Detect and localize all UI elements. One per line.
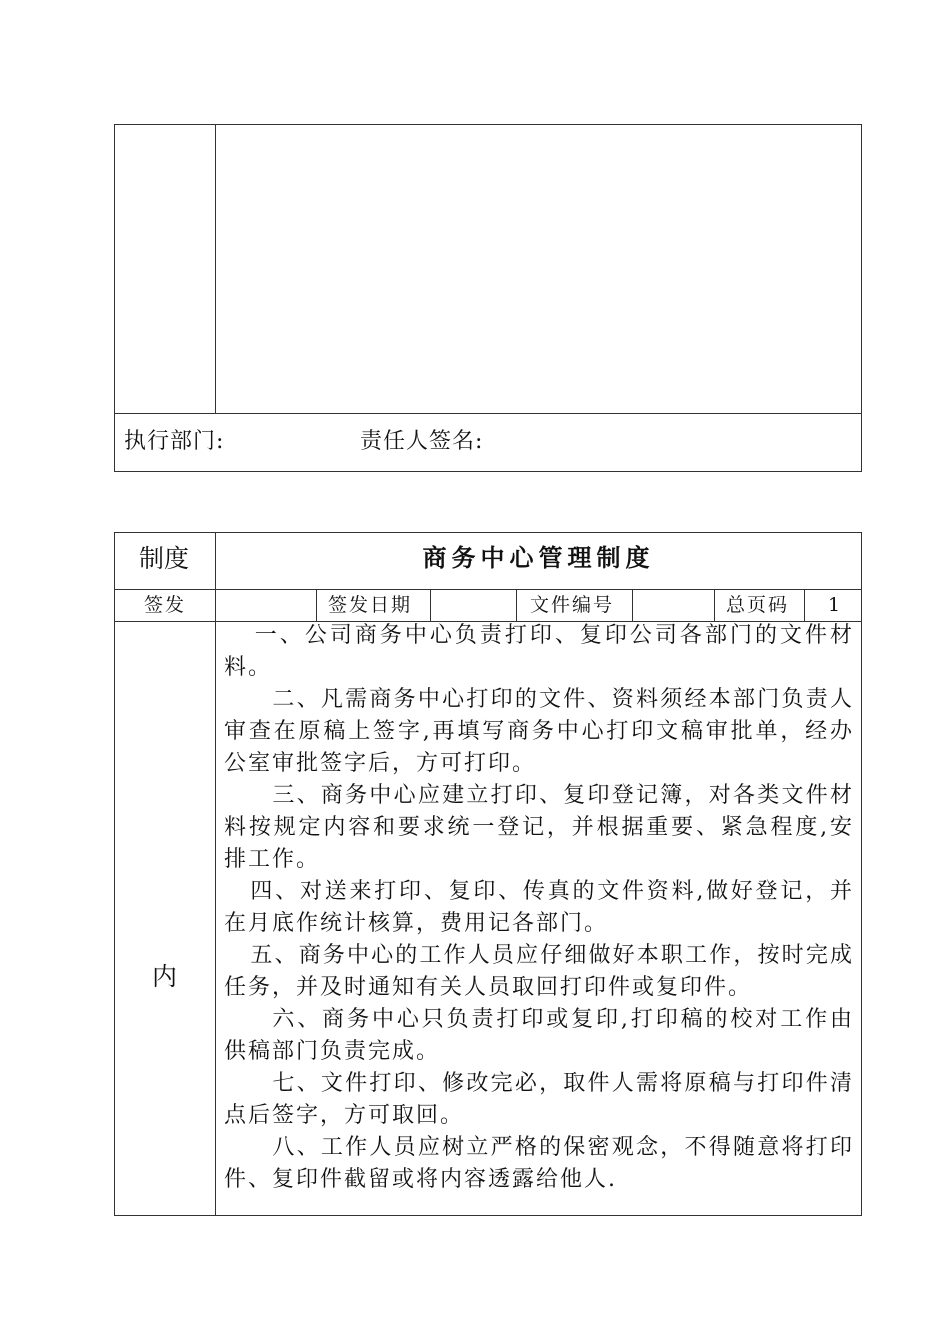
content-label: 内 [152, 962, 178, 991]
meta-col-divider-1 [316, 589, 317, 621]
issue-date-label: 签发日期 [328, 594, 413, 616]
regulation-body [224, 620, 854, 1196]
doc-title: 商务中心管理制度 [422, 544, 655, 572]
meta-col-divider-5 [714, 589, 715, 621]
paragraph-2: 二、凡需商务中心打印的文件、资料须经本部门负责人审查在原稿上签字,再填写商务中心打印文稿审批单，经办公室审批签字后，方可打印。 [224, 687, 854, 776]
paragraph-5: 五、商务中心的工作人员应仔细做好本职工作，按时完成任务，并及时通知有关人员取回打印件或复印件。 [224, 943, 854, 1000]
doc-type-label: 制度 [139, 544, 190, 573]
paragraph-7: 七、文件打印、修改完必，取件人需将原稿与打印件清点后签字，方可取回。 [224, 1071, 854, 1128]
doc-table-left-divider [215, 532, 216, 1216]
paragraph-6: 六、商务中心只负责打印或复印,打印稿的校对工作由供稿部门负责完成。 [224, 1007, 854, 1064]
paragraph-8: 八、工作人员应树立严格的保密观念，不得随意将打印件、复印件截留或将内容透露给他人. [224, 1135, 854, 1192]
meta-col-divider-6 [804, 589, 805, 621]
top-table-footer-divider [114, 413, 862, 414]
title-row-divider [114, 589, 862, 590]
top-table-column-divider [215, 124, 216, 414]
total-pages-label: 总页码 [726, 594, 790, 616]
total-pages-value: 1 [828, 594, 843, 616]
responsible-signature-label: 责任人签名: [360, 429, 484, 454]
paragraph-4: 四、对送来打印、复印、传真的文件资料,做好登记，并在月底作统计核算，费用记各部门。 [224, 879, 854, 936]
meta-col-divider-3 [516, 589, 517, 621]
dept-label: 执行部门: [124, 429, 225, 454]
meta-col-divider-4 [632, 589, 633, 621]
top-table [114, 124, 862, 472]
meta-col-divider-2 [430, 589, 431, 621]
paragraph-3: 三、商务中心应建立打印、复印登记簿，对各类文件材料按规定内容和要求统一登记，并根据重要、紧急程度,安排工作。 [224, 783, 854, 872]
paragraph-1: 一、公司商务中心负责打印、复印公司各部门的文件材料。 [224, 623, 854, 680]
issue-label: 签发 [144, 594, 187, 616]
doc-number-label: 文件编号 [530, 594, 615, 616]
